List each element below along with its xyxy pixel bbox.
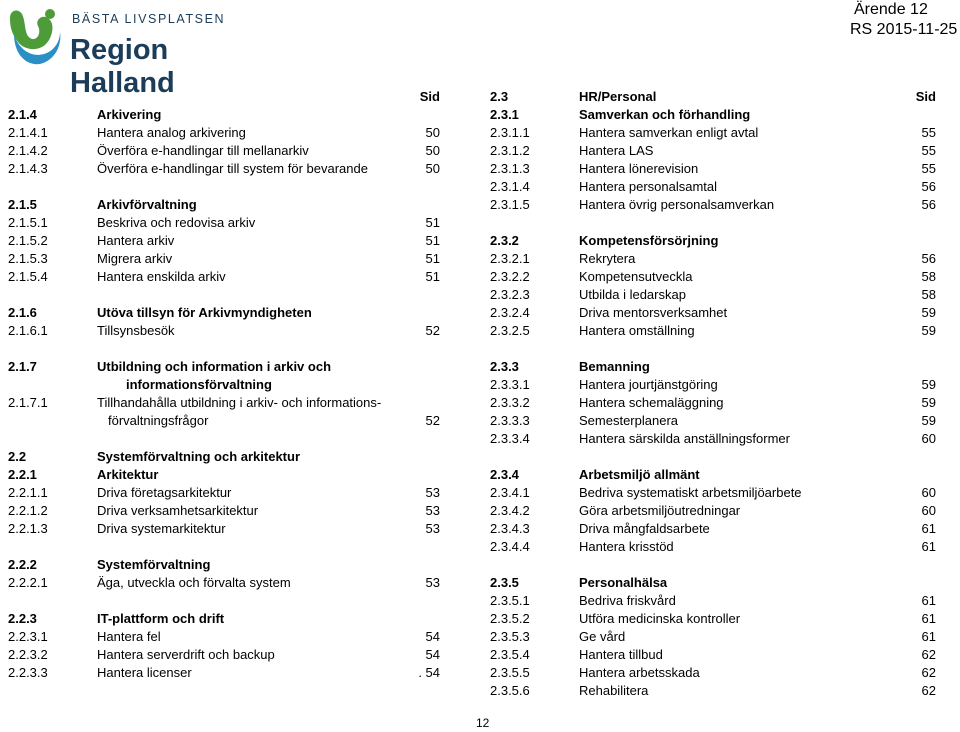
spacer [8, 538, 440, 556]
section-title: Driva mångfaldsarbete [579, 521, 710, 536]
toc-entry [490, 376, 936, 394]
section-number: 2.2.1.2 [8, 503, 48, 518]
section-number: 2.1.5 [8, 197, 37, 212]
toc-section-heading [490, 466, 922, 484]
section-number: 2.3.2.2 [490, 269, 530, 284]
section-title: Utbildning och information i arkiv och [97, 359, 332, 374]
section-title: Överföra e-handlingar till system för bevarande [97, 161, 368, 176]
section-title: Ge vård [579, 629, 626, 644]
page-ref: 54 [425, 629, 440, 644]
section-number: 2.3.2.5 [490, 323, 530, 338]
section-number: 2.2.2 [8, 557, 37, 572]
page-ref: 53 [425, 503, 440, 518]
page-ref: 51 [425, 251, 440, 266]
page-ref: 58 [921, 269, 936, 284]
section-title: Personalhälsa [579, 575, 668, 590]
page-ref: 61 [921, 521, 936, 536]
section-number: 2.3.1.1 [490, 125, 530, 140]
section-number: 2.1.6 [8, 305, 37, 320]
toc-entry [8, 664, 440, 682]
region-halland-logo [4, 4, 274, 99]
section-title: Rehabilitera [579, 683, 649, 698]
toc-section-heading [490, 88, 936, 106]
page-ref: 59 [921, 377, 936, 392]
logo-tagline: BÄSTA LIVSPLATSEN [72, 12, 226, 26]
toc-section-heading [8, 556, 440, 574]
section-title: förvaltningsfrågor [108, 413, 209, 428]
section-number: 2.2.1.3 [8, 521, 48, 536]
toc-entry [8, 646, 440, 664]
section-title: Systemförvaltning och arkitektur [97, 449, 300, 464]
section-number: 2.1.4.3 [8, 161, 48, 176]
section-number: 2.3.3.4 [490, 431, 530, 446]
section-title: Hantera serverdrift och backup [97, 647, 275, 662]
toc-entry [490, 610, 936, 628]
section-number: 2.3.4.1 [490, 485, 530, 500]
section-number: 2.3.3 [490, 359, 519, 374]
section-number: 2.3.2.4 [490, 305, 530, 320]
logo-wordmark: Region Halland [70, 34, 175, 99]
section-title: Hantera arkiv [97, 233, 175, 248]
toc-entry [8, 232, 440, 250]
toc-entry [8, 268, 440, 286]
spacer [490, 214, 922, 232]
section-number: 2.2.3.2 [8, 647, 48, 662]
toc-section-heading [8, 106, 440, 124]
section-title: Hantera lönerevision [579, 161, 699, 176]
section-title: Beskriva och redovisa arkiv [97, 215, 256, 230]
section-number: 2.3.1 [490, 107, 519, 122]
page-ref: 50 [425, 161, 440, 176]
spacer [8, 286, 440, 304]
case-number: Ärende 12 [854, 1, 928, 18]
section-title: Arkivering [97, 107, 162, 122]
section-number: 2.3.5.5 [490, 665, 530, 680]
toc-entry [8, 142, 440, 160]
toc-entry [8, 484, 440, 502]
page-ref: 60 [921, 431, 936, 446]
section-title: Hantera jourtjänstgöring [579, 377, 718, 392]
toc-entry [8, 502, 440, 520]
toc-entry [490, 142, 936, 160]
section-title: Driva mentorsverksamhet [579, 305, 728, 320]
section-title: Driva företagsarkitektur [97, 485, 232, 500]
toc-section-heading [490, 574, 922, 592]
section-title: Hantera samverkan enligt avtal [579, 125, 759, 140]
section-title: Göra arbetsmiljöutredningar [579, 503, 741, 518]
toc-entry [490, 160, 936, 178]
toc-entry [8, 412, 440, 430]
section-number: 2.2.3 [8, 611, 37, 626]
case-header [850, 0, 960, 40]
page-ref: 51 [425, 269, 440, 284]
toc-entry [8, 214, 440, 232]
toc-section-heading [8, 448, 440, 466]
section-number: 2.3.1.4 [490, 179, 530, 194]
page-ref: 50 [425, 125, 440, 140]
toc-section-heading [8, 610, 440, 628]
toc-entry [490, 628, 936, 646]
section-number: 2.3.5.2 [490, 611, 530, 626]
toc-entry [490, 304, 936, 322]
toc-entry [490, 412, 936, 430]
section-title: Hantera omställning [579, 323, 695, 338]
toc-entry [490, 322, 936, 340]
section-title: Hantera personalsamtal [579, 179, 718, 194]
section-number: 2.2.3.3 [8, 665, 48, 680]
toc-entry [490, 592, 936, 610]
section-title: Bedriva friskvård [579, 593, 676, 608]
page-ref: 59 [921, 323, 936, 338]
toc-entry [490, 430, 936, 448]
section-number: 2.1.5.3 [8, 251, 48, 266]
page-ref: 55 [921, 125, 936, 140]
page-column-header: Sid [419, 89, 440, 104]
page-ref: 55 [921, 143, 936, 158]
section-title: Hantera schemaläggning [579, 395, 724, 410]
toc-entry [490, 178, 936, 196]
section-number: 2.2.1.1 [8, 485, 48, 500]
section-number: 2.3.2.1 [490, 251, 530, 266]
section-number: 2.3.3.3 [490, 413, 530, 428]
section-title: Bedriva systematiskt arbetsmiljöarbete [579, 485, 802, 500]
section-title: Överföra e-handlingar till mellanarkiv [97, 143, 309, 158]
section-number: 2.1.7.1 [8, 395, 48, 410]
section-number: 2.3 [490, 89, 509, 104]
section-number: 2.3.5.4 [490, 647, 530, 662]
section-title: Hantera enskilda arkiv [97, 269, 226, 284]
page-ref: 61 [921, 539, 936, 554]
toc-entry [8, 628, 440, 646]
section-title: Semesterplanera [579, 413, 678, 428]
section-title: Systemförvaltning [97, 557, 211, 572]
section-title: Utbilda i ledarskap [579, 287, 686, 302]
section-number: 2.2.1 [8, 467, 37, 482]
page-ref: 53 [425, 485, 440, 500]
section-title: HR/Personal [579, 89, 657, 104]
page-ref: 56 [921, 179, 936, 194]
page-ref: 52 [425, 413, 440, 428]
section-number: 2.3.2.3 [490, 287, 530, 302]
section-number: 2.3.5 [490, 575, 519, 590]
section-number: 2.3.4.2 [490, 503, 530, 518]
toc-entry [490, 682, 936, 700]
section-number: 2.1.4.2 [8, 143, 48, 158]
section-number: 2.2 [8, 449, 27, 464]
toc-section-heading [490, 232, 922, 250]
section-number: 2.3.4.3 [490, 521, 530, 536]
page-ref: 61 [921, 593, 936, 608]
toc-entry [490, 286, 936, 304]
toc-entry [490, 250, 936, 268]
spacer [490, 340, 922, 358]
section-number: 2.3.4.4 [490, 539, 530, 554]
section-title: Hantera tillbud [579, 647, 663, 662]
section-number: 2.1.5.4 [8, 269, 48, 284]
section-number: 2.3.5.6 [490, 683, 530, 698]
section-title: Tillsynsbesök [97, 323, 175, 338]
toc-entry [8, 250, 440, 268]
spacer [8, 340, 440, 358]
section-title: Rekrytera [579, 251, 636, 266]
page-number: 12 [476, 716, 490, 730]
section-number: 2.3.5.3 [490, 629, 530, 644]
section-number: 2.3.4 [490, 467, 519, 482]
toc-entry [8, 520, 440, 538]
page-ref: 51 [425, 215, 440, 230]
section-title: Driva verksamhetsarkitektur [97, 503, 259, 518]
page-ref: 62 [921, 665, 936, 680]
toc-section-heading [8, 376, 440, 394]
toc-entry [8, 322, 440, 340]
section-number: 2.1.7 [8, 359, 37, 374]
section-title: informationsförvaltning [126, 377, 272, 392]
section-number: 2.1.5.2 [8, 233, 48, 248]
section-title: Migrera arkiv [97, 251, 173, 266]
case-reference: RS 2015-11-25 [850, 21, 958, 38]
section-title: Kompetensförsörjning [579, 233, 719, 248]
page-ref: 59 [921, 395, 936, 410]
toc-entry [490, 520, 936, 538]
section-title: Hantera fel [97, 629, 161, 644]
section-number: 2.1.5.1 [8, 215, 48, 230]
spacer [490, 448, 922, 466]
section-title: Bemanning [579, 359, 650, 374]
toc-section-heading [8, 358, 440, 376]
spacer [8, 178, 440, 196]
toc-section-heading [8, 196, 440, 214]
toc-left-column [8, 88, 440, 682]
section-number: 2.1.6.1 [8, 323, 48, 338]
section-title: Driva systemarkitektur [97, 521, 226, 536]
toc-entry [8, 394, 440, 412]
section-number: 2.2.3.1 [8, 629, 48, 644]
toc-entry [490, 394, 936, 412]
section-title: Hantera licenser [97, 665, 192, 680]
toc-entry [490, 502, 936, 520]
page-ref: 50 [425, 143, 440, 158]
toc-section-heading [8, 304, 440, 322]
section-title: Arkitektur [97, 467, 159, 482]
page-ref: Sid [915, 89, 936, 104]
toc-right-column [490, 88, 936, 700]
toc-section-heading [490, 106, 922, 124]
section-number: 2.1.4.1 [8, 125, 48, 140]
section-title: Hantera krisstöd [579, 539, 674, 554]
page-ref: 59 [921, 305, 936, 320]
section-title: Hantera särskilda anställningsformer [579, 431, 790, 446]
section-title: Hantera arbetsskada [579, 665, 700, 680]
section-title: Kompetensutveckla [579, 269, 693, 284]
logo-symbol-icon [4, 4, 66, 70]
section-title: Samverkan och förhandling [579, 107, 751, 122]
page-ref: 53 [425, 575, 440, 590]
section-number: 2.3.1.2 [490, 143, 530, 158]
toc-entry [490, 268, 936, 286]
section-number: 2.1.4 [8, 107, 37, 122]
page-ref: . 54 [418, 665, 440, 680]
toc-entry [490, 538, 936, 556]
toc-entry [8, 160, 440, 178]
section-title: Hantera LAS [579, 143, 654, 158]
section-number: 2.3.1.3 [490, 161, 530, 176]
section-number: 2.3.5.1 [490, 593, 530, 608]
section-number: 2.3.3.1 [490, 377, 530, 392]
toc-entry [490, 664, 936, 682]
page-ref: 51 [425, 233, 440, 248]
section-title: Utöva tillsyn för Arkivmyndigheten [97, 305, 312, 320]
page-ref: 60 [921, 485, 936, 500]
toc-entry [490, 646, 936, 664]
toc-entry [490, 124, 936, 142]
section-number: 2.3.2 [490, 233, 519, 248]
page-ref: 54 [425, 647, 440, 662]
page-ref: 52 [425, 323, 440, 338]
section-number: 2.3.1.5 [490, 197, 530, 212]
toc-entry [490, 196, 936, 214]
section-title: Arbetsmiljö allmänt [579, 467, 700, 482]
page-ref: 56 [921, 197, 936, 212]
section-title: Tillhandahålla utbildning i arkiv- och informations- [97, 395, 382, 410]
section-title: Hantera analog arkivering [97, 125, 246, 140]
page-ref: 53 [425, 521, 440, 536]
toc-header-row [8, 88, 440, 106]
page-ref: 61 [921, 611, 936, 626]
toc-section-heading [8, 466, 440, 484]
spacer [490, 556, 922, 574]
toc-entry [8, 124, 440, 142]
page-ref: 60 [921, 503, 936, 518]
page-ref: 61 [921, 629, 936, 644]
page-ref: 62 [921, 647, 936, 662]
spacer [8, 430, 440, 448]
spacer [8, 592, 440, 610]
toc-section-heading [490, 358, 922, 376]
toc-entry [8, 574, 440, 592]
section-title: Hantera övrig personalsamverkan [579, 197, 775, 212]
section-number: 2.2.2.1 [8, 575, 48, 590]
page-ref: 62 [921, 683, 936, 698]
page-ref: 55 [921, 161, 936, 176]
section-title: Äga, utveckla och förvalta system [97, 575, 291, 590]
page-ref: 56 [921, 251, 936, 266]
toc-entry [490, 484, 936, 502]
page-ref: 58 [921, 287, 936, 302]
page-ref: 59 [921, 413, 936, 428]
section-title: Arkivförvaltning [97, 197, 197, 212]
section-title: Utföra medicinska kontroller [579, 611, 741, 626]
section-number: 2.3.3.2 [490, 395, 530, 410]
section-title: IT-plattform och drift [97, 611, 225, 626]
